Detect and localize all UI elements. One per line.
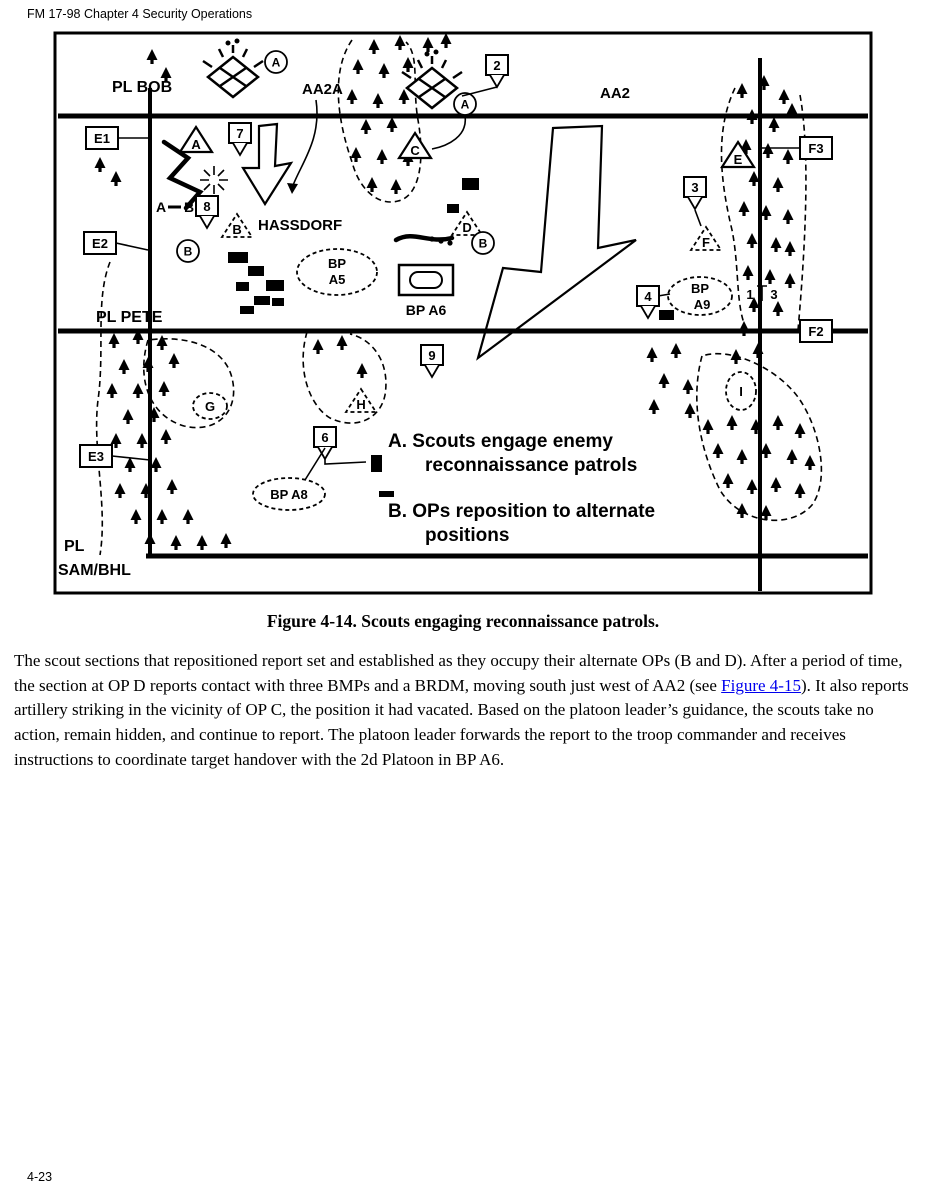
- boundary-1-label: 1: [746, 287, 754, 302]
- checkpoint-2-label: 2: [493, 58, 501, 73]
- op-g-label: G: [204, 399, 216, 414]
- bp-a5-label-1: BP: [327, 256, 347, 271]
- tree-icon: [743, 265, 754, 280]
- tree-icon: [107, 383, 118, 398]
- tree-icon: [111, 171, 122, 186]
- aa2-label: AA2: [600, 85, 631, 102]
- op-i-symbol: [726, 372, 756, 410]
- tree-icon: [95, 157, 106, 172]
- contact-point-f2: [800, 320, 832, 342]
- boundary-3-label: 3: [770, 287, 778, 302]
- tree-icon: [159, 381, 170, 396]
- op-i-label: I: [739, 384, 743, 399]
- checkpoint-8-label: 8: [203, 199, 211, 214]
- annotation-b-line2: positions: [425, 525, 510, 546]
- tree-icon: [779, 89, 790, 104]
- op-f-symbol: [691, 227, 721, 250]
- op-c-label: C: [410, 143, 420, 158]
- bp-a6-label: BP A6: [405, 302, 447, 318]
- checkpoint-4: [637, 286, 659, 318]
- op-b-symbol: [222, 214, 252, 237]
- boundary-b-label: B: [183, 199, 195, 215]
- contact-point-f3: [800, 137, 832, 159]
- enemy-recon-icon: [203, 39, 263, 98]
- aa2a-label: AA2A: [302, 81, 343, 98]
- op-g-symbol: [193, 393, 227, 419]
- tree-icon: [795, 483, 806, 498]
- tree-icon: [373, 93, 384, 108]
- bp-a9-symbol: [668, 277, 732, 315]
- checkpoint-7: [229, 123, 251, 155]
- figure-4-15-link[interactable]: Figure 4-15: [721, 675, 801, 695]
- section-marker-a: [454, 93, 476, 115]
- dot-icon: [447, 240, 452, 245]
- checkpoint-connector: [695, 210, 701, 226]
- checkpoint-3-label: 3: [691, 180, 699, 195]
- tree-icon: [713, 443, 724, 458]
- town-label: HASSDORF: [258, 217, 343, 234]
- op-d-label: D: [462, 220, 472, 235]
- tree-icon: [747, 233, 758, 248]
- tree-icon: [403, 57, 414, 72]
- contact-point-f3-label: F3: [808, 141, 824, 156]
- op-f-label: F: [702, 235, 710, 250]
- section-a-label: A: [460, 97, 470, 112]
- op-h-label: H: [356, 397, 366, 412]
- section-b-label: B: [478, 236, 488, 251]
- section-marker-a: [265, 51, 287, 73]
- tree-icon: [157, 509, 168, 524]
- tree-icon: [659, 373, 670, 388]
- op-a-symbol: [180, 127, 212, 152]
- tree-icon: [171, 535, 182, 550]
- checkpoint-6-label: 6: [321, 430, 329, 445]
- contact-point-e2-label: E2: [92, 236, 108, 251]
- section-b-label: B: [183, 244, 193, 259]
- checkpoint-2: [486, 55, 508, 87]
- tree-icon: [727, 415, 738, 430]
- contact-point-e1-label: E1: [94, 131, 110, 146]
- contact-point-e1: [86, 127, 118, 149]
- op-c-symbol: [399, 133, 431, 158]
- tree-icon: [399, 89, 410, 104]
- annotation-a-line2: reconnaissance patrols: [425, 455, 638, 476]
- tree-icon: [783, 149, 794, 164]
- boundary-a-label: A: [155, 199, 167, 215]
- tree-icon: [377, 149, 388, 164]
- tree-icon: [773, 177, 784, 192]
- tree-icon: [441, 33, 452, 48]
- contact-point-f2-label: F2: [808, 324, 824, 339]
- tree-icon: [671, 343, 682, 358]
- tree-icon: [773, 415, 784, 430]
- tree-icon: [353, 59, 364, 74]
- tree-icon: [737, 503, 748, 518]
- town-buildings: [228, 252, 284, 314]
- woodline-left: [97, 262, 110, 555]
- woodline-right-2: [798, 95, 806, 330]
- enemy-vehicle-icon: [447, 204, 459, 213]
- building-icon: [248, 266, 264, 276]
- tree-icon: [337, 335, 348, 350]
- tree-icon: [685, 403, 696, 418]
- annotation-a-line1: A. Scouts engage enemy: [388, 431, 613, 452]
- tree-icon: [357, 363, 368, 378]
- annotation-b-line1: B. OPs reposition to alternate: [388, 501, 656, 522]
- tree-icon: [161, 429, 172, 444]
- enemy-recon-icon: [402, 50, 462, 109]
- tree-icon: [147, 49, 158, 64]
- phase-line-pete-label: PL PETE: [96, 309, 163, 326]
- bp-a9-label-1: BP: [690, 281, 710, 296]
- bp-a5-label-2: A5: [328, 272, 346, 287]
- artillery-burst-icon: [200, 166, 228, 194]
- tree-icon: [221, 533, 232, 548]
- tree-icon: [183, 509, 194, 524]
- op-a-label: A: [191, 137, 201, 152]
- tree-icon: [769, 117, 780, 132]
- bp-a6-symbol: [399, 265, 453, 318]
- building-icon: [254, 296, 270, 305]
- checkpoint-9-label: 9: [428, 348, 436, 363]
- contact-point-e3-label: E3: [88, 449, 104, 464]
- building-icon: [272, 298, 284, 306]
- tree-icon: [747, 479, 758, 494]
- tree-icon: [761, 443, 772, 458]
- tree-icon: [347, 89, 358, 104]
- tree-icon: [137, 433, 148, 448]
- tree-icon: [761, 505, 772, 520]
- page-number: 4-23: [27, 1170, 53, 1184]
- tree-icon: [197, 535, 208, 550]
- bp-a8-label: BP A8: [270, 487, 308, 502]
- tree-icon: [131, 509, 142, 524]
- tree-icon: [787, 449, 798, 464]
- tree-icon: [369, 39, 380, 54]
- section-a-label: A: [271, 55, 281, 70]
- section-marker-b: [472, 232, 494, 254]
- phase-line-sam-label-2: SAM/BHL: [58, 562, 131, 579]
- body-text-before: The scout sections that repositioned report set and established as they occupy their alternate OPs (B and D). After a period of time, the section at OP D reports contact with three BMPs and a BRDM, moving south just west of AA2 (see: [14, 651, 903, 695]
- tree-icon: [739, 201, 750, 216]
- section-marker-b: [177, 240, 199, 262]
- tree-icon: [313, 339, 324, 354]
- tree-icon: [683, 379, 694, 394]
- tree-icon: [367, 177, 378, 192]
- tree-icon: [703, 419, 714, 434]
- checkpoint-connector: [462, 87, 497, 96]
- boundary-marker-1-3: [746, 286, 777, 302]
- tree-icon: [785, 241, 796, 256]
- checkpoint-8: [196, 196, 218, 228]
- tactical-map: [52, 30, 874, 596]
- phase-line-sam-label-1: PL: [64, 538, 85, 555]
- tree-icon: [649, 399, 660, 414]
- tree-icon: [123, 409, 134, 424]
- checkpoint-6: [314, 427, 336, 459]
- bp-a8-symbol: [253, 448, 325, 510]
- tree-icon: [125, 457, 136, 472]
- bp-connector: [305, 448, 325, 480]
- flow-arrowhead-icon: [287, 183, 298, 194]
- tree-icon: [773, 301, 784, 316]
- tree-icon: [785, 273, 796, 288]
- contact-point-e2: [84, 232, 116, 254]
- bp-a5-symbol: [297, 249, 377, 295]
- enemy-vehicle-icon: [462, 178, 479, 190]
- tree-icon: [771, 477, 782, 492]
- tree-icon: [119, 359, 130, 374]
- tree-icon: [351, 147, 362, 162]
- checkpoint-3: [684, 177, 706, 209]
- contact-point-e3: [80, 445, 112, 467]
- tree-icon: [783, 209, 794, 224]
- tree-icon: [387, 117, 398, 132]
- tree-icon: [737, 449, 748, 464]
- op-b-label: B: [232, 222, 242, 237]
- phase-line-bob-label: PL BOB: [112, 79, 173, 96]
- tree-icon: [423, 37, 434, 52]
- body-paragraph: [14, 649, 914, 772]
- tree-icon: [169, 353, 180, 368]
- contact-point-connector: [116, 243, 148, 250]
- page-header: FM 17-98 Chapter 4 Security Operations: [27, 7, 253, 21]
- tree-icon: [761, 205, 772, 220]
- tree-icon: [391, 179, 402, 194]
- checkpoint-7-label: 7: [236, 126, 244, 141]
- bp-a9-label-2: A9: [693, 297, 711, 312]
- tree-icon: [795, 423, 806, 438]
- figure-map: [52, 30, 874, 596]
- checkpoint-9: [421, 345, 443, 377]
- tree-icon: [379, 63, 390, 78]
- tree-icon: [723, 473, 734, 488]
- tree-icon: [805, 455, 816, 470]
- tree-icon: [749, 171, 760, 186]
- enemy-vehicle-icon: [379, 491, 394, 497]
- flow-line: [292, 100, 317, 188]
- flow-line: [432, 116, 465, 149]
- building-icon: [266, 280, 284, 291]
- tree-icon: [765, 269, 776, 284]
- dot-icon: [438, 238, 443, 243]
- route-line: [396, 236, 452, 240]
- op-e-label: E: [733, 152, 743, 167]
- tree-icon: [361, 119, 372, 134]
- building-icon: [240, 306, 254, 314]
- tree-icon: [737, 83, 748, 98]
- tree-icon: [395, 35, 406, 50]
- tree-icon: [763, 143, 774, 158]
- tree-icon: [109, 333, 120, 348]
- enemy-vehicle-icon: [659, 310, 674, 320]
- op-d-symbol: [452, 212, 482, 235]
- tree-icon: [157, 335, 168, 350]
- tree-icon: [167, 479, 178, 494]
- tree-icon: [133, 383, 144, 398]
- building-icon: [236, 282, 249, 291]
- op-h-symbol: [346, 389, 376, 412]
- building-icon: [228, 252, 248, 263]
- checkpoint-4-label: 4: [644, 289, 652, 304]
- tree-icon: [115, 483, 126, 498]
- dot-icon: [429, 236, 434, 241]
- figure-caption: Figure 4-14. Scouts engaging reconnaissance patrols.: [266, 611, 660, 631]
- checkpoint-connector: [325, 458, 366, 464]
- tree-icon: [647, 347, 658, 362]
- body-text-after: ). It also reports artillery striking in the vicinity of OP C, the position it had vacated. Based on the platoon leader’s guidance, the scouts take no action, remain hidden, and continue to report. The platoon leader forwards the report to the troop commander and receives instructions to coordinate target handover with the 2d Platoon in BP A6.: [14, 675, 909, 769]
- tree-icon: [771, 237, 782, 252]
- enemy-avenue-arrow-large: [478, 126, 636, 358]
- enemy-vehicle-icon: [371, 455, 382, 472]
- tree-icon: [151, 457, 162, 472]
